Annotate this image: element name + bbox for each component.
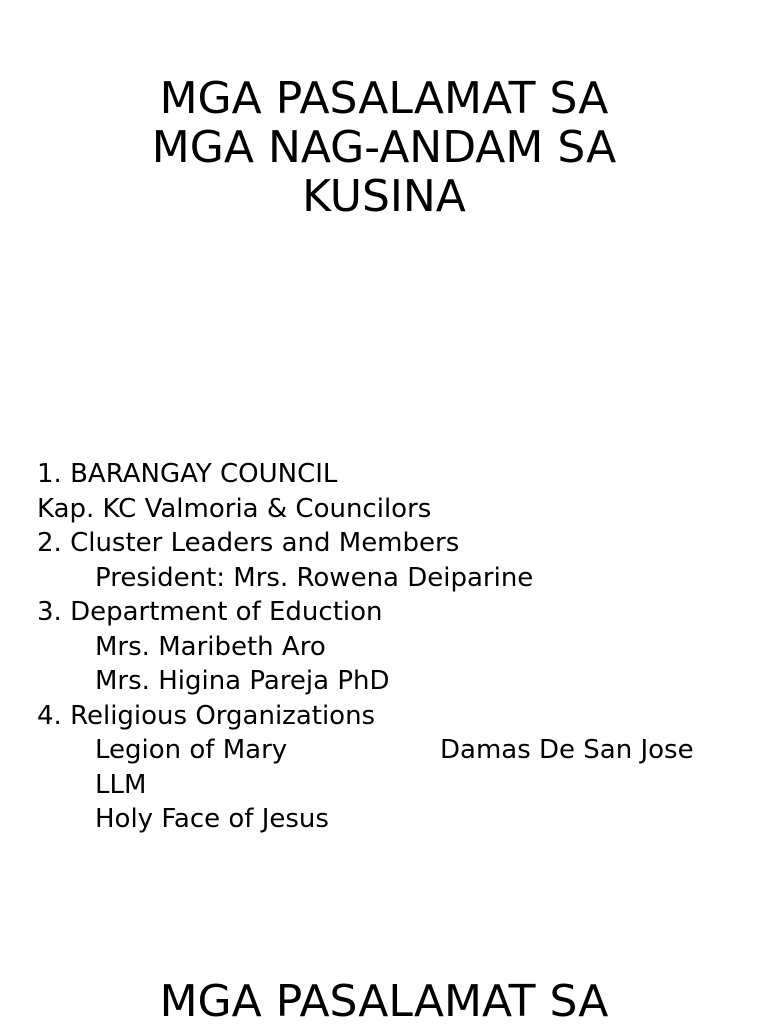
item-4-row-1	[37, 733, 757, 768]
item-2-line: President: Mrs. Rowena Deiparine	[95, 562, 534, 593]
item-1-heading: 1. BARANGAY COUNCIL	[37, 459, 338, 489]
item-4-org-llm: LLM	[95, 769, 147, 800]
next-title-line-1: MGA PASALAMAT SA	[159, 976, 609, 1027]
item-1-line: Kap. KC Valmoria & Councilors	[37, 493, 432, 524]
slide-title	[0, 74, 768, 221]
title-line-2: MGA NAG-ANDAM SA	[151, 122, 617, 173]
item-3-line-1: Mrs. Maribeth Aro	[95, 631, 326, 662]
item-2-heading: 2. Cluster Leaders and Members	[37, 528, 460, 558]
item-4-heading: 4. Religious Organizations	[37, 700, 376, 731]
item-4-org-holy-face: Holy Face of Jesus	[95, 804, 329, 834]
item-3-heading: 3. Department of Eduction	[37, 597, 383, 627]
item-4-org-damas: Damas De San Jose	[440, 735, 694, 765]
title-line-3: KUSINA	[302, 171, 466, 222]
acknowledgement-list	[37, 457, 757, 837]
title-line-1: MGA PASALAMAT SA	[159, 73, 609, 124]
item-4-org-legion: Legion of Mary	[95, 735, 288, 765]
next-slide-title	[0, 977, 768, 1026]
item-3-line-2: Mrs. Higina Pareja PhD	[95, 666, 390, 696]
